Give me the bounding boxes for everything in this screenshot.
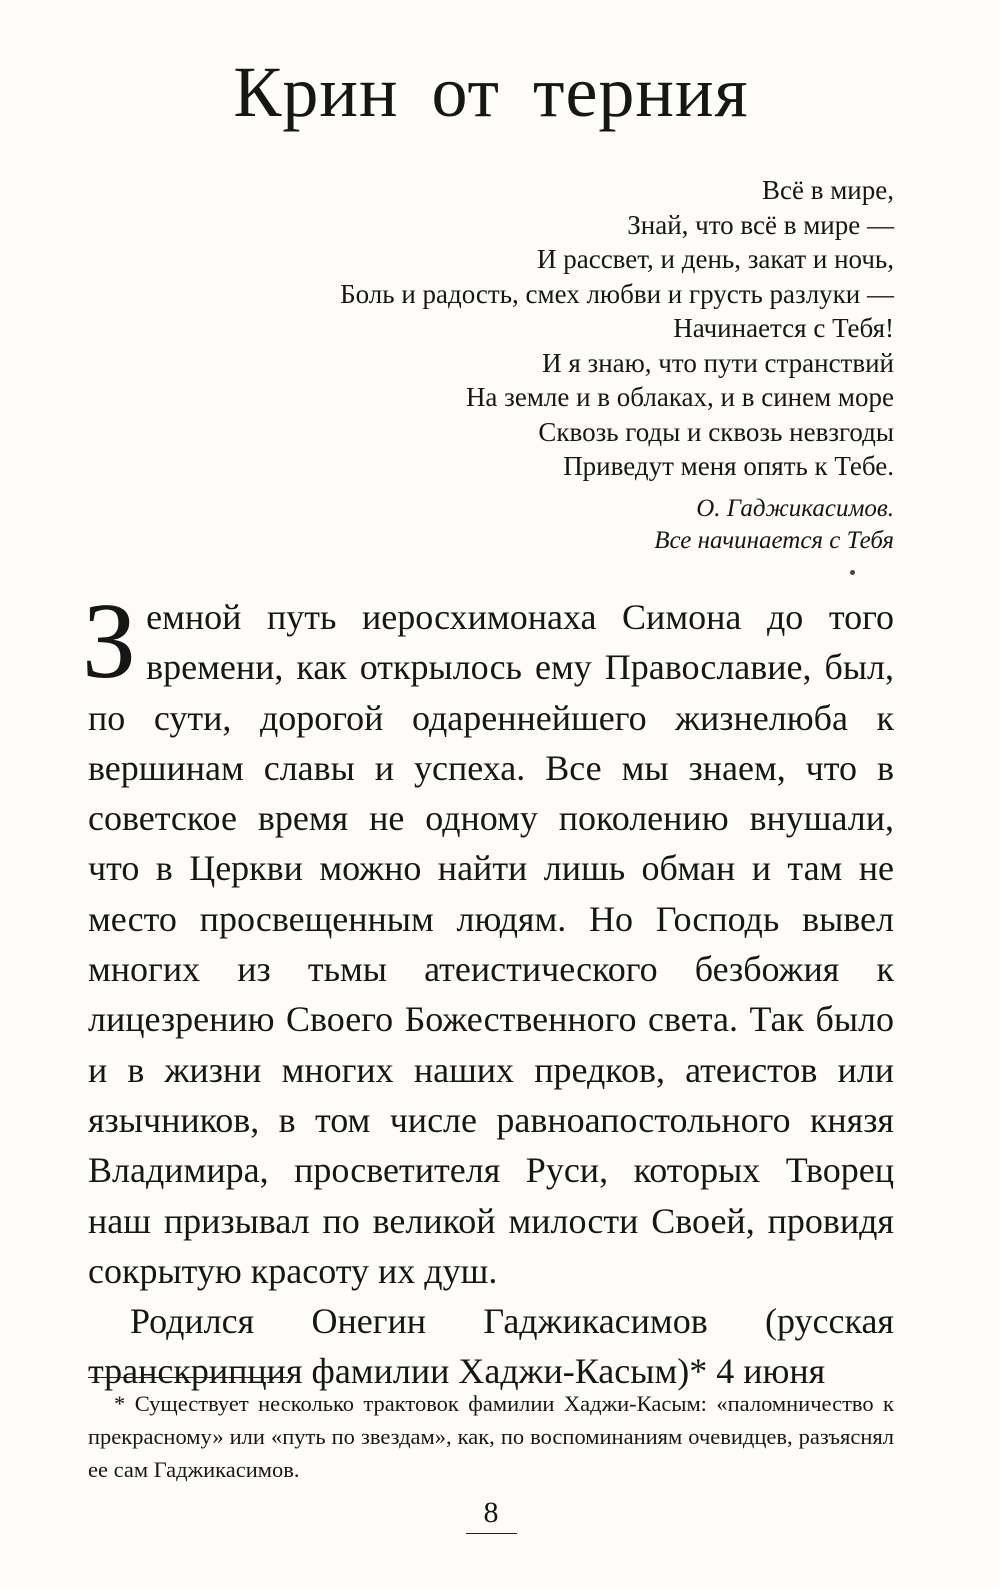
epigraph-line: Приведут меня опять к Тебе. [563, 451, 894, 481]
epigraph [340, 173, 894, 484]
page-number-value: 8 [466, 1495, 517, 1534]
epigraph-line: Знай, что всё в мире — [627, 209, 894, 240]
epigraph-line: И я знаю, что пути странствий [542, 347, 894, 378]
epigraph-line: Начинается с Тебя! [673, 313, 894, 343]
page-number [88, 1495, 894, 1534]
drop-cap: З [82, 582, 137, 701]
book-page [82, 0, 894, 1588]
chapter-title: Крин от терния [233, 52, 749, 132]
epigraph-line: На земле и в облаках, и в синем море [465, 382, 894, 412]
paragraph-text: емной путь иеросхимонаха Симона до того времени, как открылось ему Православие, был, по сути, дорогой одареннейшего жизнелюба к вершинам славы и успеха. Все мы знаем, что в советское время не одному поколению внушали, что в Церкви можно найти лишь обман и там не место просвещенным людям. Но Господь вывел многих из тьмы атеистического безбожия к лицезрению Своего Божественного света. Так было и в жизни многих наших предков, атеистов или язычников, в том числе равноапостольного князя Владимира, просветителя Руси, которых Творец наш призывал по великой милости Своей, провидя сокрытую красоту их душ. [88, 597, 894, 1291]
paragraph [82, 582, 894, 1296]
epigraph-line: Сквозь годы и сквозь невзгоды [538, 416, 894, 447]
epigraph-attribution [654, 493, 894, 557]
epigraph-line: Боль и радость, смех любви и грусть разлуки — [340, 278, 894, 309]
footnote [88, 1387, 894, 1486]
main-text [82, 582, 894, 1397]
epigraph-author: О. Гаджикасимов. [696, 495, 894, 522]
footnote-divider [88, 1377, 288, 1378]
paragraph: Родился Онегин Гаджикасимов (русская транскрипция фамилии Хаджи-Касым)* 4 июня [88, 1301, 894, 1392]
print-speck [850, 570, 855, 575]
epigraph-line: Всё в мире, [762, 175, 894, 205]
epigraph-line: И рассвет, и день, закат и ночь, [536, 244, 894, 274]
epigraph-source: Все начинается с Тебя [654, 527, 894, 554]
footnote-text: * Существует несколько трактовок фамилии Хаджи-Касым: «паломничество к прекрасному» или «путь по звездам», как, по воспоминаниям очевидцев, разъяснял ее сам Гаджикасимов. [88, 1391, 894, 1482]
